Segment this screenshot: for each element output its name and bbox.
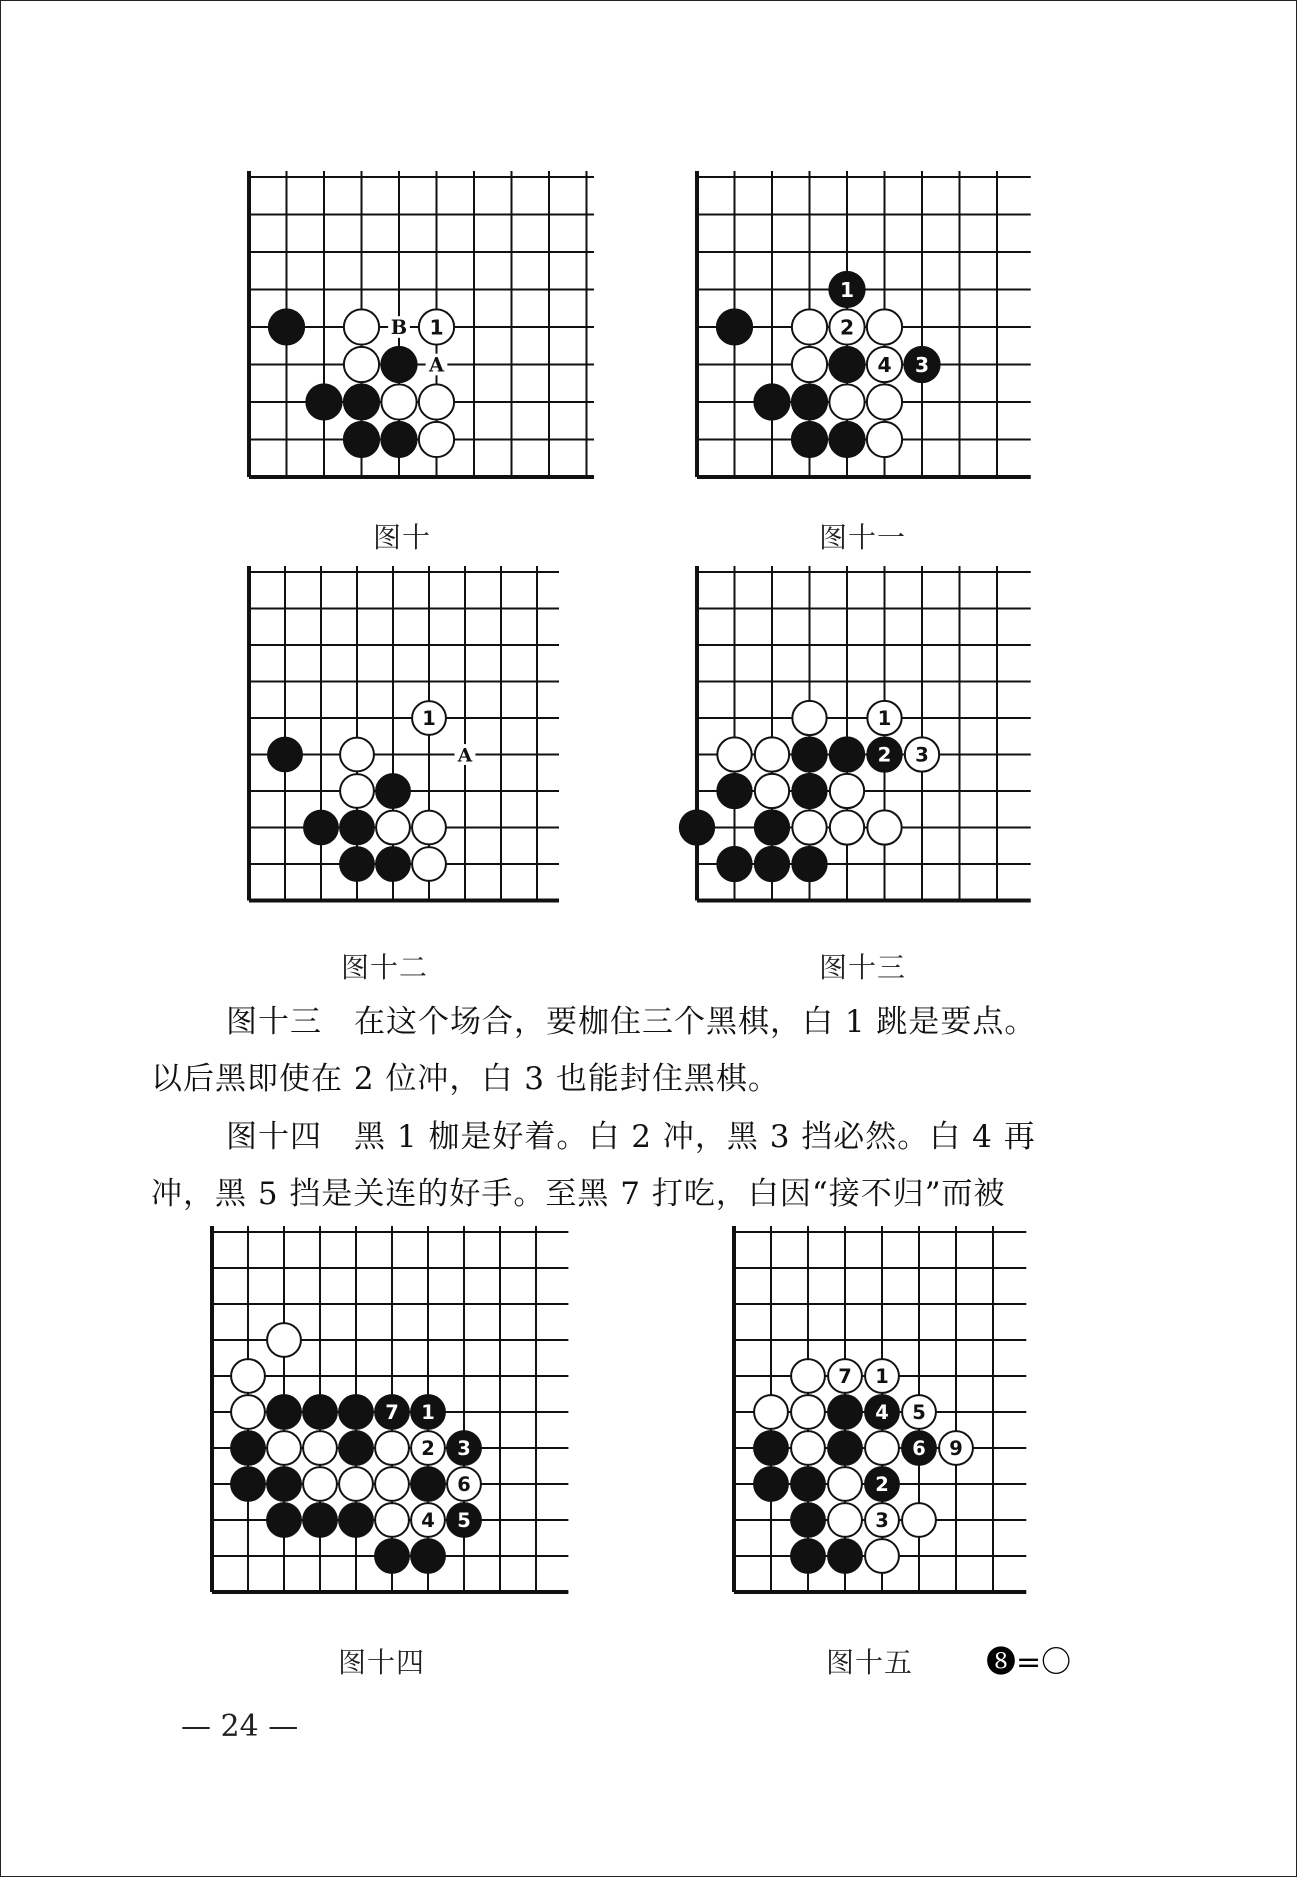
black-stone [411, 1467, 445, 1501]
point-marker-label: B [390, 316, 408, 340]
black-stone [340, 847, 374, 881]
stone-move-number: 4 [875, 1401, 889, 1425]
caption-fig-14: 图十四 [338, 1646, 426, 1679]
white-stone [792, 347, 827, 382]
white-stone [791, 1431, 825, 1465]
white-stone [792, 810, 826, 844]
stone-move-number: 6 [457, 1473, 471, 1497]
point-marker [426, 354, 448, 377]
stone-move-number: 3 [457, 1437, 471, 1461]
white-stone [231, 1359, 265, 1393]
stone-move-number: 2 [839, 315, 855, 340]
black-stone [381, 422, 416, 457]
white-stone [303, 1467, 337, 1501]
stone-move-number: 3 [915, 743, 929, 767]
white-stone [231, 1395, 265, 1429]
black-stone [791, 1539, 825, 1573]
stone-equivalence-legend: ❽=〇 [986, 1645, 1072, 1680]
white-stone [755, 737, 789, 771]
stone-move-number: 3 [914, 352, 930, 377]
black-stone [902, 1431, 936, 1465]
paragraph-2-line-2: 冲，黑 5 挡是关连的好手。至黑 7 打吃，白因“接不归”而被 [151, 1176, 1006, 1212]
white-stone [902, 1395, 936, 1429]
white-stone [419, 422, 454, 457]
stone-move-number: 3 [875, 1509, 889, 1533]
black-stone [339, 1431, 373, 1465]
black-stone [717, 847, 751, 881]
black-stone [303, 1503, 337, 1537]
black-stone [830, 737, 864, 771]
point-marker [388, 316, 410, 339]
white-stone [792, 701, 826, 735]
black-stone [340, 811, 374, 845]
white-stone [829, 309, 864, 344]
white-stone [419, 309, 454, 344]
go-diagram-12 [241, 566, 561, 926]
white-stone [344, 309, 379, 344]
black-stone [339, 1395, 373, 1429]
black-stone [755, 847, 789, 881]
stone-move-number: 1 [429, 315, 444, 340]
black-stone [792, 384, 827, 419]
black-stone [717, 774, 751, 808]
black-stone [269, 309, 304, 344]
black-stone [717, 309, 752, 344]
white-stone [867, 384, 902, 419]
paragraph-1-line-1: 图十三 在这个场合，要枷住三个黑棋，白 1 跳是要点。 [226, 1004, 1037, 1040]
black-stone [828, 1395, 862, 1429]
white-stone [340, 738, 374, 772]
black-stone [904, 347, 939, 382]
black-stone [231, 1467, 265, 1501]
white-stone [375, 1503, 409, 1537]
caption-fig-12: 图十二 [341, 951, 429, 984]
white-stone [447, 1467, 481, 1501]
white-stone [828, 1359, 862, 1393]
white-stone [267, 1431, 301, 1465]
paragraph-1-line-2: 以后黑即使在 2 位冲，白 3 也能封住黑棋。 [151, 1061, 780, 1097]
go-board-11 [689, 171, 1041, 491]
white-stone [867, 347, 902, 382]
black-stone [267, 1395, 301, 1429]
black-stone [231, 1431, 265, 1465]
white-stone [867, 701, 901, 735]
black-stone [791, 1467, 825, 1501]
go-board-12 [241, 566, 561, 926]
caption-fig-11: 图十一 [819, 521, 907, 554]
white-stone [412, 847, 446, 881]
black-stone [754, 1431, 788, 1465]
white-stone [755, 774, 789, 808]
white-stone [905, 737, 939, 771]
black-stone [792, 422, 827, 457]
black-stone [791, 1503, 825, 1537]
stone-move-number: 4 [877, 352, 892, 377]
white-stone [754, 1395, 788, 1429]
white-stone [867, 309, 902, 344]
white-stone [340, 774, 374, 808]
black-stone [680, 810, 714, 844]
white-stone [865, 1539, 899, 1573]
black-stone [829, 347, 864, 382]
white-stone [791, 1359, 825, 1393]
stone-move-number: 2 [877, 743, 892, 767]
black-stone [792, 737, 826, 771]
go-diagram-14 [204, 1226, 594, 1626]
stone-move-number: 1 [875, 1365, 889, 1389]
white-stone [412, 811, 446, 845]
white-stone [791, 1395, 825, 1429]
caption-fig-13: 图十三 [819, 951, 907, 984]
black-stone [375, 1395, 409, 1429]
black-stone [867, 737, 901, 771]
black-stone [375, 1539, 409, 1573]
white-stone [376, 811, 410, 845]
go-diagram-13 [689, 566, 1041, 926]
stone-move-number: 1 [422, 707, 436, 731]
stone-move-number: 9 [949, 1437, 963, 1461]
point-marker [455, 744, 476, 766]
stone-move-number: 5 [457, 1509, 471, 1533]
white-stone [419, 384, 454, 419]
white-stone [303, 1431, 337, 1465]
black-stone [376, 847, 410, 881]
white-stone [375, 1467, 409, 1501]
go-board-14 [204, 1226, 594, 1626]
black-stone [829, 272, 864, 307]
paragraph-2-line-1: 图十四 黑 1 枷是好着。白 2 冲，黑 3 挡必然。白 4 再 [226, 1119, 1036, 1155]
black-stone [268, 738, 302, 772]
white-stone [375, 1431, 409, 1465]
black-stone [829, 422, 864, 457]
go-board-15 [726, 1226, 1081, 1626]
go-diagram-10 [241, 171, 596, 491]
black-stone [306, 384, 341, 419]
white-stone [339, 1467, 373, 1501]
white-stone [381, 384, 416, 419]
white-stone [828, 1503, 862, 1537]
white-stone [865, 1503, 899, 1537]
black-stone [376, 774, 410, 808]
black-stone [828, 1431, 862, 1465]
white-stone [829, 384, 864, 419]
go-board-10 [241, 171, 596, 491]
stone-move-number: 7 [385, 1401, 399, 1425]
black-stone [344, 384, 379, 419]
black-stone [339, 1503, 373, 1537]
black-stone [447, 1431, 481, 1465]
point-marker-label: A [457, 745, 473, 767]
stone-move-number: 2 [875, 1473, 889, 1497]
white-stone [411, 1503, 445, 1537]
black-stone [267, 1467, 301, 1501]
white-stone [867, 810, 901, 844]
go-board-13 [689, 566, 1041, 926]
caption-fig-15: 图十五 [826, 1646, 914, 1679]
black-stone [267, 1503, 301, 1537]
black-stone [754, 384, 789, 419]
go-diagram-15 [726, 1226, 1081, 1626]
white-stone [865, 1359, 899, 1393]
black-stone [344, 422, 379, 457]
white-stone [717, 737, 751, 771]
black-stone [754, 1467, 788, 1501]
black-stone [792, 847, 826, 881]
stone-move-number: 7 [838, 1365, 852, 1389]
white-stone [867, 422, 902, 457]
white-stone [792, 309, 827, 344]
black-stone [865, 1467, 899, 1501]
point-marker-label: A [428, 353, 445, 377]
black-stone [381, 347, 416, 382]
stone-move-number: 4 [421, 1509, 435, 1533]
black-stone [792, 774, 826, 808]
white-stone [267, 1323, 301, 1357]
black-stone [865, 1395, 899, 1429]
stone-move-number: 5 [912, 1401, 926, 1425]
board-grid [697, 566, 1031, 901]
page-number: — 24 — [181, 1709, 299, 1744]
white-stone [865, 1431, 899, 1465]
black-stone [447, 1503, 481, 1537]
black-stone [304, 811, 338, 845]
white-stone [411, 1431, 445, 1465]
black-stone [303, 1395, 337, 1429]
stone-move-number: 1 [421, 1401, 435, 1425]
black-stone [411, 1539, 445, 1573]
black-stone [828, 1539, 862, 1573]
white-stone [344, 347, 379, 382]
black-stone [411, 1395, 445, 1429]
white-stone [412, 701, 446, 735]
stone-move-number: 6 [912, 1437, 926, 1461]
white-stone [830, 774, 864, 808]
stone-move-number: 1 [839, 277, 855, 302]
caption-fig-10: 图十 [373, 521, 432, 554]
white-stone [902, 1503, 936, 1537]
white-stone [828, 1467, 862, 1501]
go-diagram-11 [689, 171, 1041, 491]
stone-move-number: 1 [877, 707, 892, 731]
white-stone [830, 810, 864, 844]
black-stone [755, 810, 789, 844]
white-stone [939, 1431, 973, 1465]
stone-move-number: 2 [421, 1437, 435, 1461]
